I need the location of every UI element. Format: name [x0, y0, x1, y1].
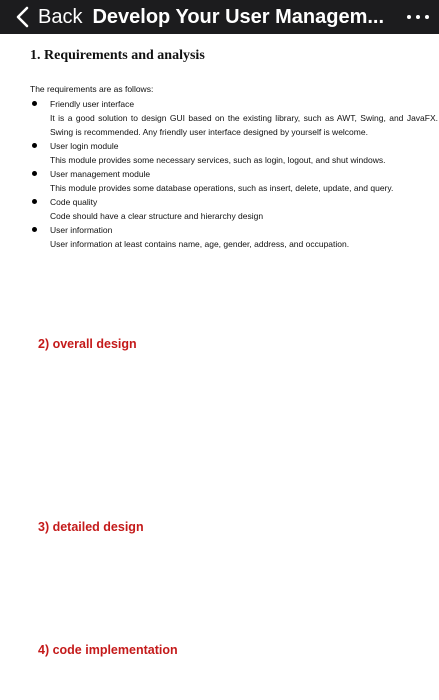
- item-description: It is a good solution to design GUI based on the existing library, such as AWT, Swing, and JavaFX. Swing is recommended. Any friendly user interface designed by yourself is welcome.: [50, 113, 438, 137]
- list-item: [30, 167, 438, 195]
- intro-text: The requirements are as follows:: [30, 84, 154, 94]
- more-dot-icon: [425, 15, 429, 19]
- item-description: User information at least contains name, age, gender, address, and occupation.: [50, 239, 350, 249]
- item-description: This module provides some necessary services, such as login, logout, and shut windows.: [50, 155, 386, 165]
- list-item: [30, 97, 438, 139]
- item-title: User management module: [50, 169, 151, 179]
- item-title: Code quality: [50, 197, 98, 207]
- section-heading: 1. Requirements and analysis: [30, 48, 205, 63]
- nav-title: Develop Your User Managem...: [92, 5, 385, 28]
- list-item: [30, 223, 438, 251]
- bullet-icon: [32, 101, 37, 106]
- list-item: [30, 195, 438, 223]
- navigation-bar: [0, 0, 439, 34]
- bullet-icon: [32, 199, 37, 204]
- item-description: Code should have a clear structure and hierarchy design: [50, 211, 264, 221]
- more-options-button[interactable]: [407, 0, 429, 34]
- item-title: Friendly user interface: [50, 99, 135, 109]
- detailed-design-heading: 3) detailed design: [38, 520, 144, 534]
- requirements-list: [30, 97, 438, 251]
- item-description: This module provides some database operations, such as insert, delete, update, and query.: [50, 183, 394, 193]
- code-implementation-heading: 4) code implementation: [38, 643, 178, 657]
- bullet-icon: [32, 227, 37, 232]
- chevron-left-icon: [14, 5, 32, 29]
- list-item: [30, 139, 438, 167]
- document-content: [0, 34, 439, 700]
- more-dot-icon: [407, 15, 411, 19]
- item-title: User information: [50, 225, 113, 235]
- back-label: Back: [38, 5, 83, 28]
- back-button[interactable]: [0, 0, 82, 34]
- item-title: User login module: [50, 141, 119, 151]
- more-dot-icon: [416, 15, 420, 19]
- bullet-icon: [32, 143, 37, 148]
- overall-design-heading: 2) overall design: [38, 337, 137, 351]
- bullet-icon: [32, 171, 37, 176]
